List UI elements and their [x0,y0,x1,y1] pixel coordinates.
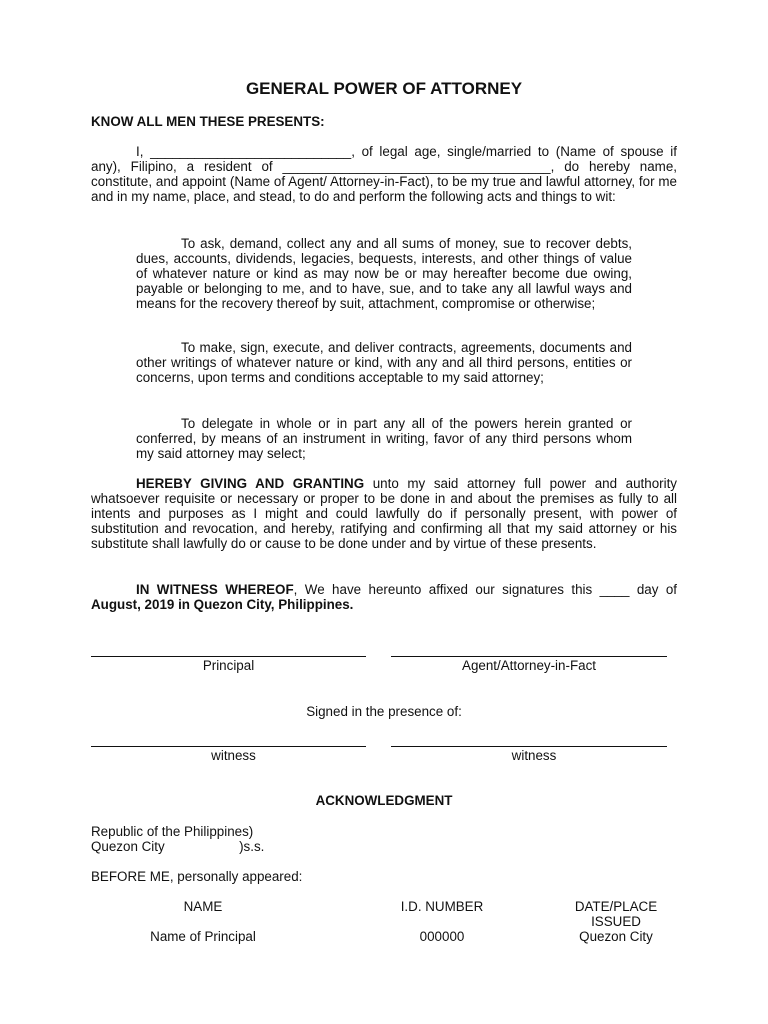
venue-block [91,824,264,854]
row-id-number: 000000 [419,929,465,944]
grant-text: unto my said attorney full power and authority whatsoever requisite or necessary or proper to be done in and about the premises as fully to all intents and purposes as I might and could lawfully do if personally present, with power of substitution and revocation, and hereby, ratifying and confirming all that my said attorney or his substitute shall lawfully do or cause to be done under and by virtue of these presents. [91,476,677,551]
agent-signature-line [391,656,667,657]
agent-label: Agent/Attorney-in-Fact [462,658,596,673]
witness-paragraph [91,582,677,612]
intro-paragraph: I, ___________________________, of legal age, single/married to (Name of spouse if any), Filipino, a resident of ____________________________________, do hereby name, constitute, and appoint (Name of Agent/ Attorney-in-Fact), to be my true and lawful attorney, for me and in my name, place, and stead, to do and perform the following acts and things to wit: [91,144,677,204]
header-date-place-line1: DATE/PLACE [574,899,658,914]
venue-line-1: Republic of the Philippines) [91,824,254,839]
act-paragraph-2: To make, sign, execute, and deliver contracts, agreements, documents and other writings of whatever nature or kind, with any and all third persons, entities or concerns, upon terms and conditions acceptable to my said attorney; [136,340,632,385]
header-date-place-line2: ISSUED [591,914,641,929]
grant-paragraph [91,476,677,551]
principal-signature-line [91,656,366,657]
row-name: Name of Principal [150,929,256,944]
header-date-place [551,899,681,929]
grant-lead: HEREBY GIVING AND GRANTING [136,476,365,491]
row-place: Quezon City [579,929,653,944]
act-paragraph-1: To ask, demand, collect any and all sums of money, sue to recover debts, dues, accounts, dividends, legacies, bequests, interests, and other things of value of whatever nature or kind as may now be or may hereafter become due owing, payable or belonging to me, and to have, sue, and to take any all lawful ways and means for the recovery thereof by suit, attachment, compromise or otherwise; [136,236,632,311]
witness2-label: witness [511,748,557,763]
salutation: KNOW ALL MEN THESE PRESENTS: [91,114,325,129]
witness2-signature-line [391,746,667,747]
presence-text: Signed in the presence of: [306,704,462,719]
witness1-label: witness [211,748,256,763]
witness-lead: IN WITNESS WHEREOF [136,582,294,597]
acknowledgment-title: ACKNOWLEDGMENT [315,793,453,808]
witness-text: , We have hereunto affixed our signatures this ____ day of [293,582,677,597]
header-name: NAME [183,899,223,914]
header-id-number: I.D. NUMBER [400,899,484,914]
before-me-text: BEFORE ME, personally appeared: [91,869,303,884]
venue-line-2: Quezon City )s.s. [91,839,265,854]
principal-label: Principal [202,658,255,673]
act-paragraph-3: To delegate in whole or in part any all of the powers herein granted or conferred, by means of an instrument in writing, favor of any third persons whom my said attorney may select; [136,416,632,461]
document-title: GENERAL POWER OF ATTORNEY [245,79,523,98]
witness1-signature-line [91,746,366,747]
witness-date: August, 2019 in Quezon City, Philippines. [91,597,354,612]
